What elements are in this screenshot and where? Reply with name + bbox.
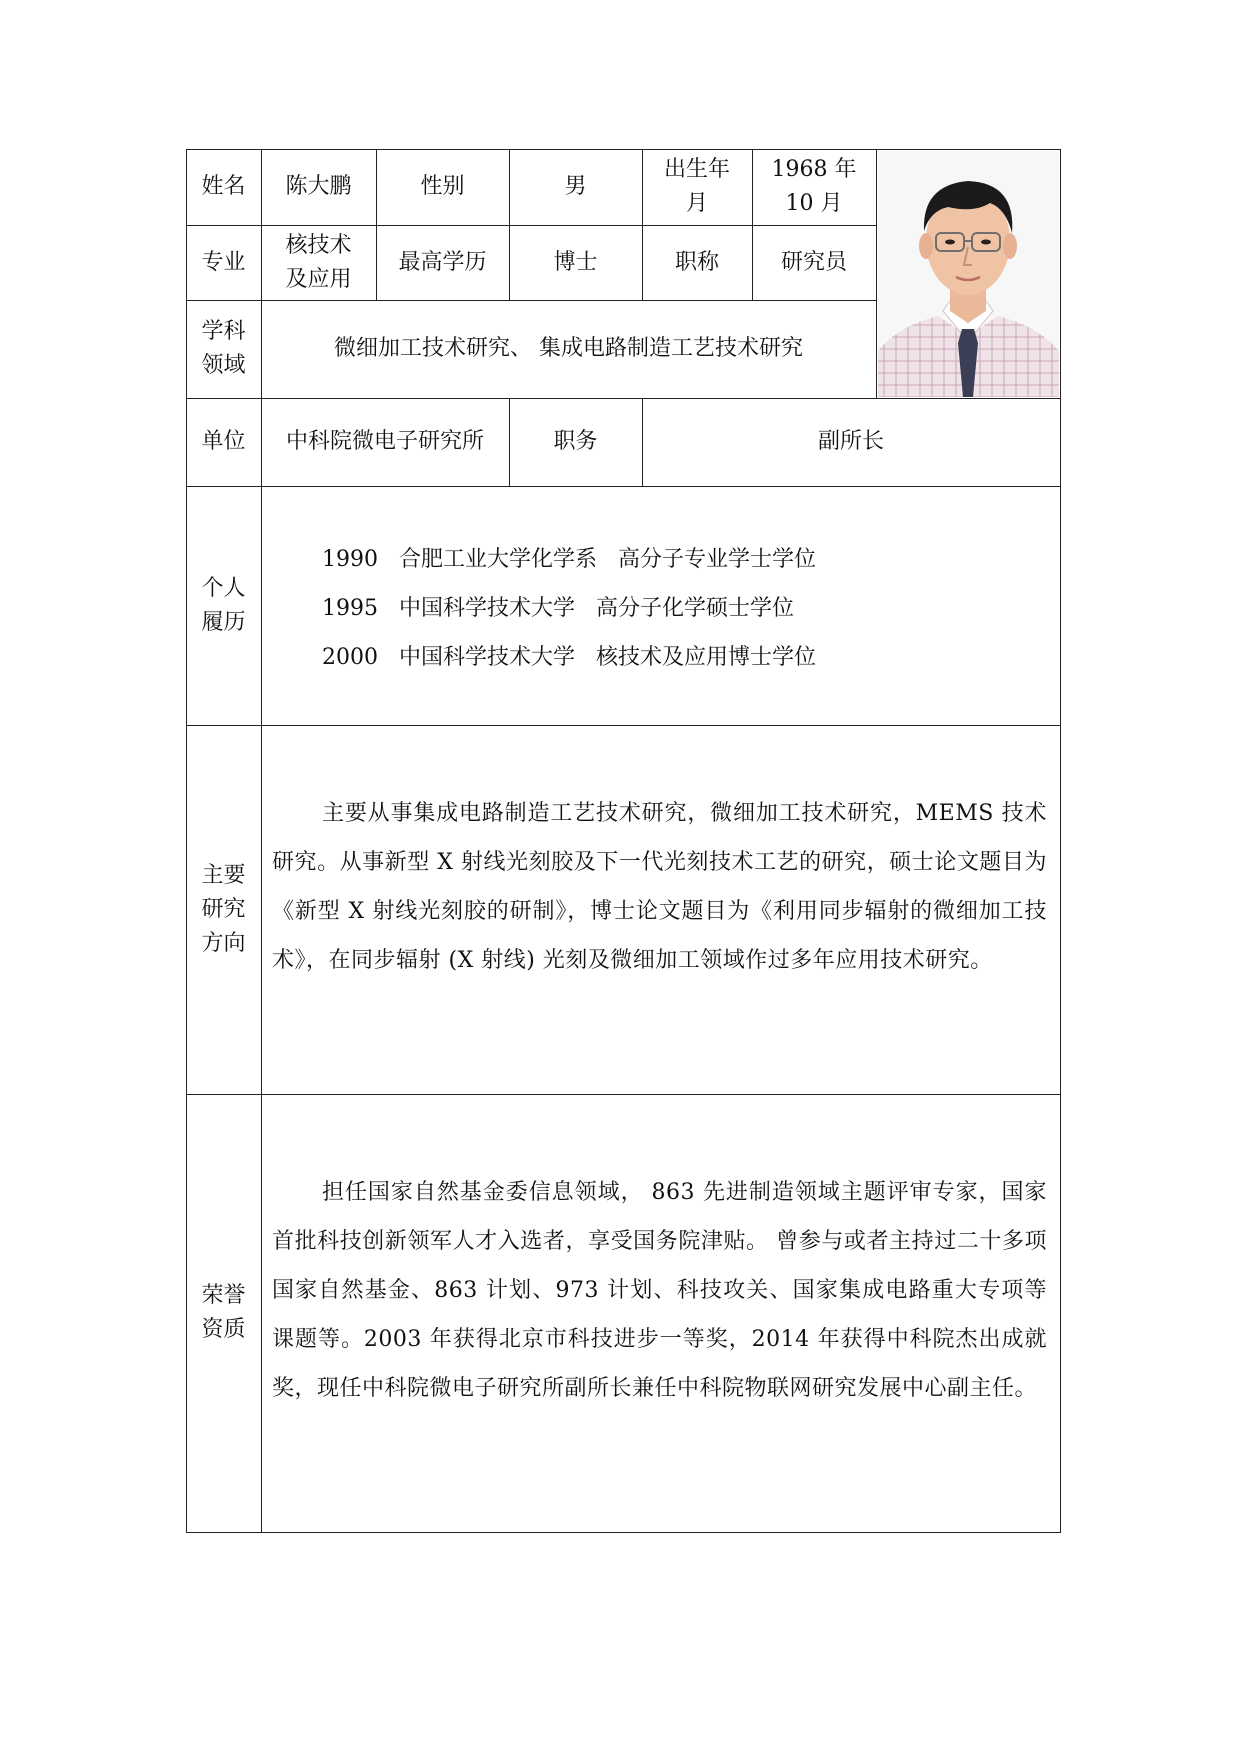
- portrait-photo-icon: [878, 151, 1059, 397]
- resume-line: 1995 中国科学技术大学 高分子化学硕士学位: [322, 596, 794, 621]
- field-label: 学科 领域: [201, 319, 246, 378]
- rule: [186, 486, 1061, 487]
- position-label: 职务: [553, 429, 598, 454]
- birth-value: 1968 年 10 月: [771, 157, 857, 216]
- title-label: 职称: [674, 249, 719, 275]
- resume-line: 1990 合肥工业大学化学系 高分子专业学士学位: [322, 547, 816, 572]
- gender-label: 性别: [420, 174, 465, 199]
- unit-value: 中科院微电子研究所: [285, 429, 484, 454]
- rule: [186, 725, 1061, 726]
- resume-label: 个人 履历: [201, 575, 246, 635]
- major-label: 专业: [201, 249, 246, 275]
- honor-label: 荣誉 资质: [201, 1283, 246, 1342]
- position-value: 副所长: [817, 429, 884, 454]
- unit-label: 单位: [201, 429, 246, 454]
- name-label: 姓名: [201, 174, 246, 199]
- name-value: 陈大鹏: [285, 174, 352, 199]
- birth-label: 出生年 月: [663, 157, 730, 216]
- resume-line: 2000 中国科学技术大学 核技术及应用博士学位: [322, 645, 816, 670]
- rule: [876, 149, 877, 398]
- honor-text: 担任国家自然基金委信息领域， 863 先进制造领域主题评审专家，国家首批科技创新领军人才入选者，享受国务院津贴。 曾参与或者主持过二十多项国家自然基金、863 计划、973 计划、科技攻关、国家集成电路重大专项等课题等。2003 年获得北京市科技进步一等奖，2014 年获得中科院杰出成就奖，现任中科院微电子研究所副所长兼任中科院物联网研究发展中心副主任。: [272, 1180, 1047, 1401]
- degree-value: 博士: [553, 249, 598, 275]
- rule: [186, 1532, 1061, 1533]
- research-label: 主要 研究 方向: [201, 862, 246, 956]
- rule: [1060, 149, 1061, 1533]
- field-value: 微细加工技术研究、 集成电路制造工艺技术研究: [334, 336, 803, 361]
- gender-value: 男: [564, 174, 587, 199]
- research-text: 主要从事集成电路制造工艺技术研究，微细加工技术研究，MEMS 技术研究。从事新型 X 射线光刻胶及下一代光刻技术工艺的研究，硕士论文题目为《新型 X 射线光刻胶的研制》，博士论文题目为《利用同步辐射的微细加工技术》，在同步辐射 (X 射线) 光刻及微细加工领域作过多年应用技术研究。: [272, 801, 1047, 973]
- title-value: 研究员: [780, 249, 847, 275]
- rule: [186, 1094, 1061, 1095]
- portrait-photo: [878, 151, 1059, 397]
- major-value: 核技术 及应用: [285, 232, 352, 292]
- degree-label: 最高学历: [398, 249, 487, 275]
